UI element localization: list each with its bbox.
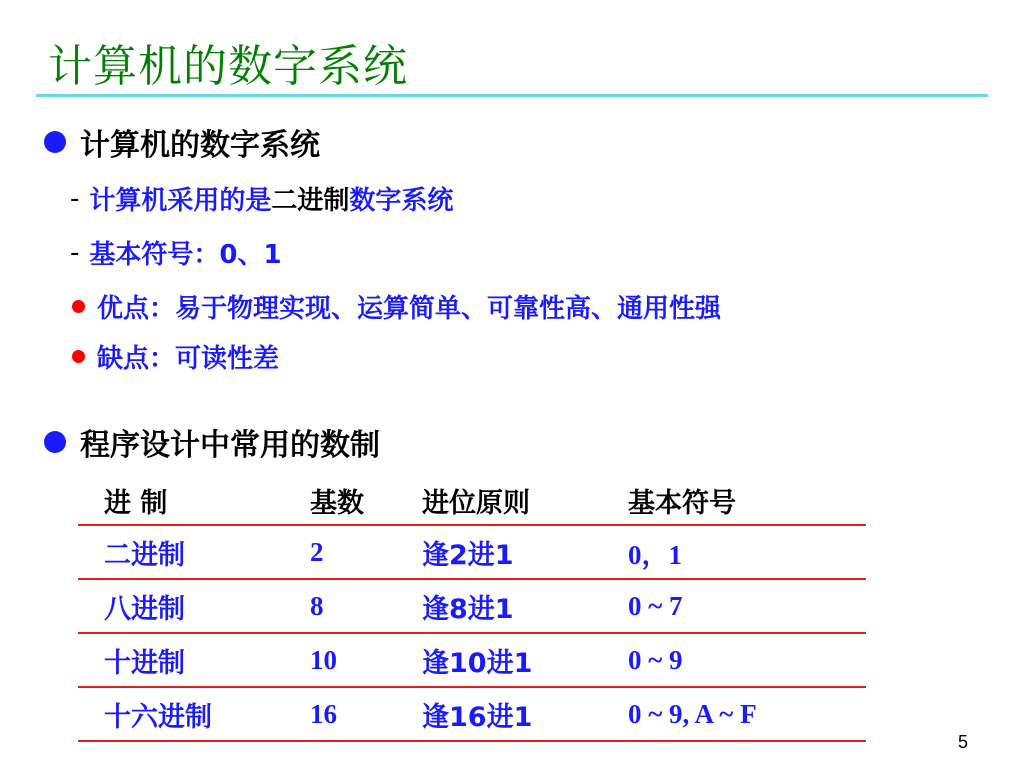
sub-basic-symbols	[70, 234, 282, 271]
cell-radix: 十六进制	[78, 687, 282, 741]
table-row	[78, 579, 866, 633]
pros-item	[72, 288, 721, 325]
cell-carry-rule: 逢2进1	[422, 525, 628, 579]
slide-title: 计算机的数字系统	[48, 41, 408, 92]
cell-carry-rule: 逢10进1	[422, 633, 628, 687]
dash-icon: -	[70, 237, 80, 268]
table-header-row	[78, 476, 866, 525]
bullet-heading: 计算机的数字系统	[80, 128, 320, 163]
pros-text: 优点：易于物理实现、运算简单、可靠性高、通用性强	[97, 294, 722, 324]
cell-radix: 十进制	[78, 633, 282, 687]
bullet-dot-icon	[44, 431, 66, 453]
cons-item	[72, 338, 279, 375]
cell-symbols: 0，1	[628, 525, 866, 579]
page-number: 5	[957, 732, 968, 752]
cell-base: 10	[282, 633, 422, 687]
title-divider	[36, 94, 988, 97]
sub-text-prefix: 计算机采用的是	[89, 186, 272, 216]
bullet-dot-icon	[44, 131, 66, 153]
cons-text: 缺点：可读性差	[97, 344, 280, 374]
cell-base: 16	[282, 687, 422, 741]
bullet-number-system	[44, 120, 320, 164]
cell-radix: 二进制	[78, 525, 282, 579]
cell-symbols: 0 ~ 9, A ~ F	[628, 687, 866, 741]
radix-table	[78, 476, 866, 742]
sub-text: 基本符号：0、1	[89, 240, 282, 270]
header-base: 基数	[310, 487, 364, 519]
header-symbols: 基本符号	[628, 487, 736, 519]
cell-carry-rule: 逢16进1	[422, 687, 628, 741]
header-carry-rule: 进位原则	[422, 487, 530, 519]
red-bullet-icon	[72, 300, 85, 313]
cell-radix: 八进制	[78, 579, 282, 633]
cell-symbols: 0 ~ 9	[628, 633, 866, 687]
cell-carry-rule: 逢8进1	[422, 579, 628, 633]
red-bullet-icon	[72, 350, 85, 363]
cell-base: 2	[282, 525, 422, 579]
bullet-common-radix	[44, 420, 380, 464]
cell-symbols: 0 ~ 7	[628, 579, 866, 633]
sub-text-suffix: 数字系统	[349, 186, 454, 216]
bullet-heading: 程序设计中常用的数制	[80, 428, 380, 463]
header-radix: 进 制	[104, 487, 168, 519]
cell-base: 8	[282, 579, 422, 633]
table-row	[78, 687, 866, 741]
table-row	[78, 525, 866, 579]
table-row	[78, 633, 866, 687]
sub-text-highlight: 二进制	[271, 186, 350, 216]
sub-binary-system	[70, 180, 453, 217]
dash-icon: -	[70, 183, 80, 214]
